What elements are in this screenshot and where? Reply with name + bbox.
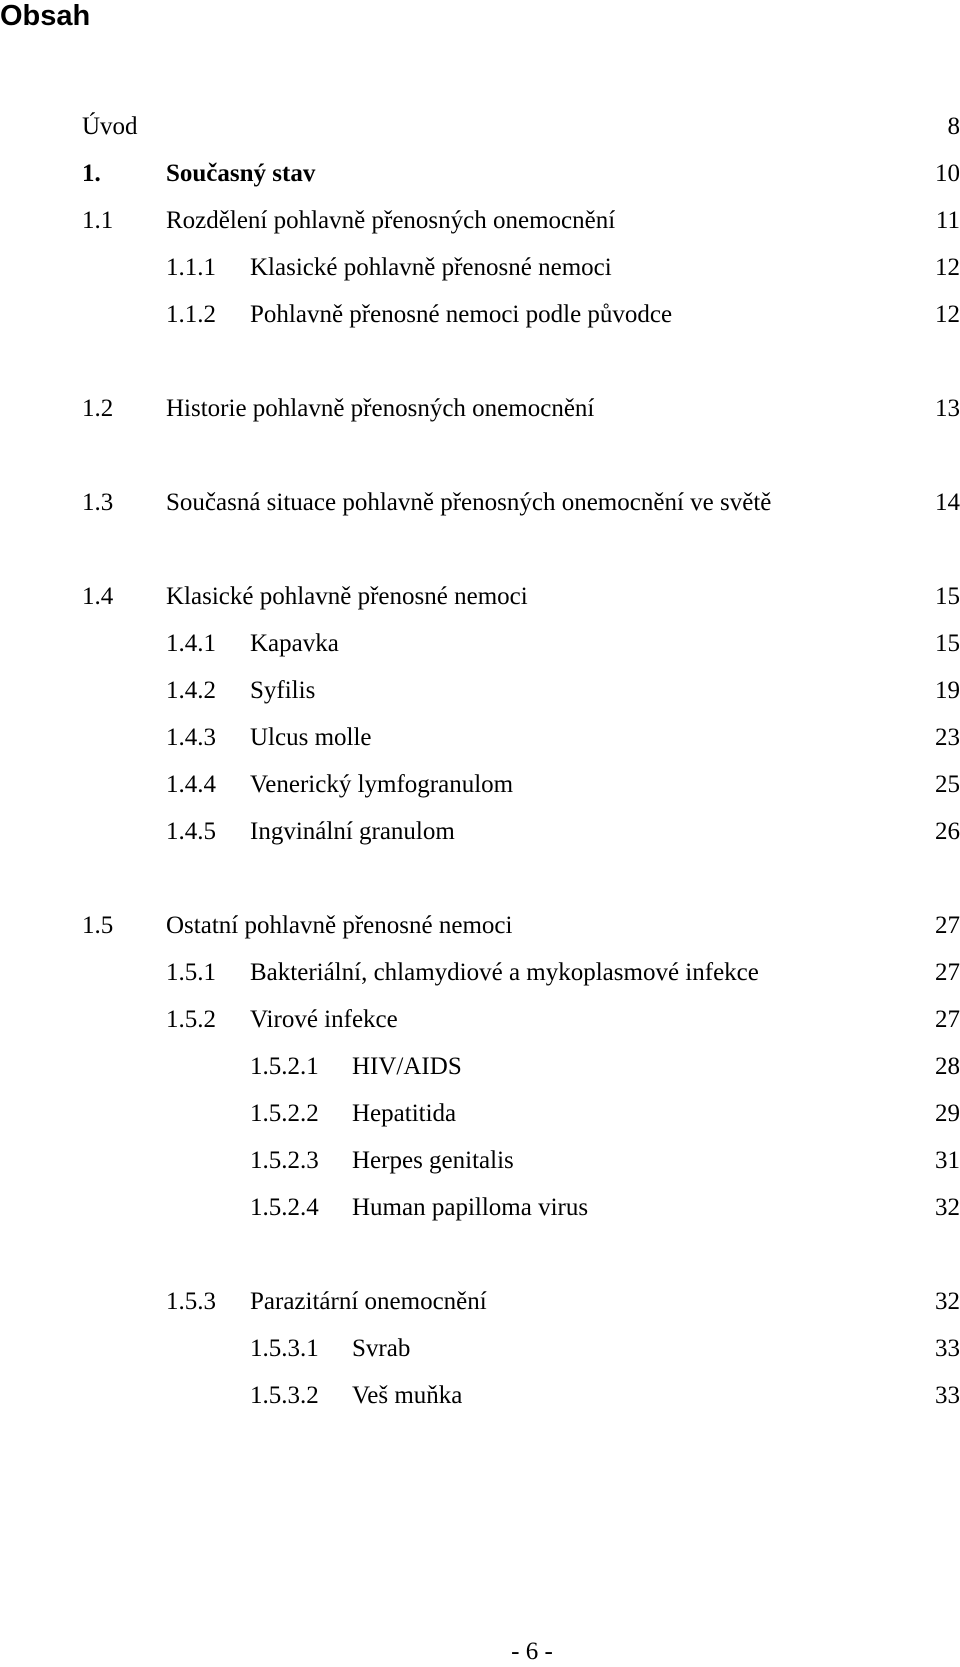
toc-entry-page: 25	[935, 771, 960, 798]
toc-entry-1-5[interactable]	[0, 909, 960, 943]
toc-entry-page: 29	[935, 1100, 960, 1127]
toc-entry-title: Současný stav	[166, 160, 316, 187]
toc-entry-title: Historie pohlavně přenosných onemocnění	[166, 395, 595, 422]
toc-entry-page: 12	[935, 254, 960, 281]
toc-entry-number: 1.5.3.1	[250, 1335, 319, 1362]
toc-entry-page: 27	[935, 1006, 960, 1033]
toc-entry-1-5-2-3[interactable]	[0, 1144, 960, 1178]
toc-entry-title: Klasické pohlavně přenosné nemoci	[250, 254, 612, 281]
toc-entry-page: 33	[935, 1382, 960, 1409]
toc-entry-1-5-3-1[interactable]	[0, 1332, 960, 1366]
toc-entry-number: 1.5.1	[166, 959, 216, 986]
toc-entry-number: 1.3	[82, 489, 114, 516]
toc-entry-title: Parazitární onemocnění	[250, 1288, 487, 1315]
toc-entry-1-2[interactable]	[0, 392, 960, 426]
toc-entry-page: 10	[935, 160, 960, 187]
toc-entry-number: 1.4.4	[166, 771, 216, 798]
toc-entry-page: 11	[935, 207, 960, 234]
toc-entry-number: 1.5.2	[166, 1006, 216, 1033]
toc-entry-1-3[interactable]	[0, 486, 960, 520]
toc-entry-page: 12	[935, 301, 960, 328]
toc-entry-page: 19	[935, 677, 960, 704]
toc-entry-number: 1.4.1	[166, 630, 216, 657]
toc-entry-number: 1.4.3	[166, 724, 216, 751]
toc-entry-number: 1.	[82, 160, 101, 187]
toc-entry-number: 1.5.3	[166, 1288, 216, 1315]
toc-entry-1-1[interactable]	[0, 204, 960, 238]
page-number-footer: - 6 -	[511, 1638, 553, 1665]
toc-entry-number: 1.4.5	[166, 818, 216, 845]
toc-entry-title: Ingvinální granulom	[250, 818, 455, 845]
toc-entry-page: 28	[935, 1053, 960, 1080]
toc-entry-1-5-2-2[interactable]	[0, 1097, 960, 1131]
toc-entry-title: Ostatní pohlavně přenosné nemoci	[166, 912, 513, 939]
toc-entry-page: 31	[935, 1147, 960, 1174]
toc-entry-1-5-3-2[interactable]	[0, 1379, 960, 1413]
toc-entry-page: 13	[935, 395, 960, 422]
toc-entry-1-4-3[interactable]	[0, 721, 960, 755]
toc-entry-page: 8	[947, 113, 960, 140]
toc-entry-1[interactable]	[0, 157, 960, 191]
toc-entry-1-5-2-4[interactable]	[0, 1191, 960, 1225]
toc-entry-number: 1.1.2	[166, 301, 216, 328]
toc-entry-title: Současná situace pohlavně přenosných onemocnění ve světě	[166, 489, 772, 516]
toc-entry-title: Klasické pohlavně přenosné nemoci	[166, 583, 528, 610]
toc-entry-title: Úvod	[82, 113, 138, 140]
toc-entry-page: 32	[935, 1194, 960, 1221]
toc-entry-title: Herpes genitalis	[352, 1147, 514, 1174]
toc-entry-page: 27	[935, 959, 960, 986]
toc-entry-title: Bakteriální, chlamydiové a mykoplasmové infekce	[250, 959, 759, 986]
toc-entry-number: 1.5.2.4	[250, 1194, 319, 1221]
toc-entry-number: 1.5.3.2	[250, 1382, 319, 1409]
toc-entry-uvod[interactable]	[0, 110, 960, 144]
toc-entry-number: 1.5.2.2	[250, 1100, 319, 1127]
toc-entry-1-5-3[interactable]	[0, 1285, 960, 1319]
toc-entry-number: 1.1.1	[166, 254, 216, 281]
toc-entry-1-5-2-1[interactable]	[0, 1050, 960, 1084]
toc-entry-page: 14	[935, 489, 960, 516]
toc-entry-number: 1.4.2	[166, 677, 216, 704]
toc-entry-title: Syfilis	[250, 677, 316, 704]
toc-entry-title: Virové infekce	[250, 1006, 398, 1033]
toc-entry-page: 26	[935, 818, 960, 845]
toc-entry-title: Human papilloma virus	[352, 1194, 589, 1221]
toc-entry-title: Veš muňka	[352, 1382, 463, 1409]
toc-entry-number: 1.5	[82, 912, 114, 939]
toc-entry-1-1-2[interactable]	[0, 298, 960, 332]
toc-entry-1-1-1[interactable]	[0, 251, 960, 285]
toc-entry-title: Svrab	[352, 1335, 411, 1362]
toc-entry-title: Hepatitida	[352, 1100, 457, 1127]
toc-entry-1-4-4[interactable]	[0, 768, 960, 802]
toc-entry-title: Pohlavně přenosné nemoci podle původce	[250, 301, 673, 328]
toc-entry-title: Kapavka	[250, 630, 339, 657]
toc-entry-number: 1.5.2.1	[250, 1053, 319, 1080]
toc-entry-1-4[interactable]	[0, 580, 960, 614]
toc-entry-title: Ulcus molle	[250, 724, 372, 751]
toc-entry-number: 1.4	[82, 583, 114, 610]
toc-entry-number: 1.5.2.3	[250, 1147, 319, 1174]
toc-entry-page: 27	[935, 912, 960, 939]
toc-entry-page: 23	[935, 724, 960, 751]
toc-entry-1-5-1[interactable]	[0, 956, 960, 990]
toc-entry-page: 32	[935, 1288, 960, 1315]
toc-entry-title: Venerický lymfogranulom	[250, 771, 514, 798]
page-heading: Obsah	[0, 0, 91, 32]
toc-entry-1-4-2[interactable]	[0, 674, 960, 708]
toc-entry-number: 1.1	[82, 207, 114, 234]
toc-entry-1-4-1[interactable]	[0, 627, 960, 661]
toc-entry-page: 33	[935, 1335, 960, 1362]
toc-entry-page: 15	[935, 630, 960, 657]
toc-entry-1-4-5[interactable]	[0, 815, 960, 849]
toc-entry-number: 1.2	[82, 395, 114, 422]
toc-entry-title: Rozdělení pohlavně přenosných onemocnění	[166, 207, 616, 234]
toc-entry-page: 15	[935, 583, 960, 610]
toc-entry-1-5-2[interactable]	[0, 1003, 960, 1037]
toc-entry-title: HIV/AIDS	[352, 1053, 462, 1080]
